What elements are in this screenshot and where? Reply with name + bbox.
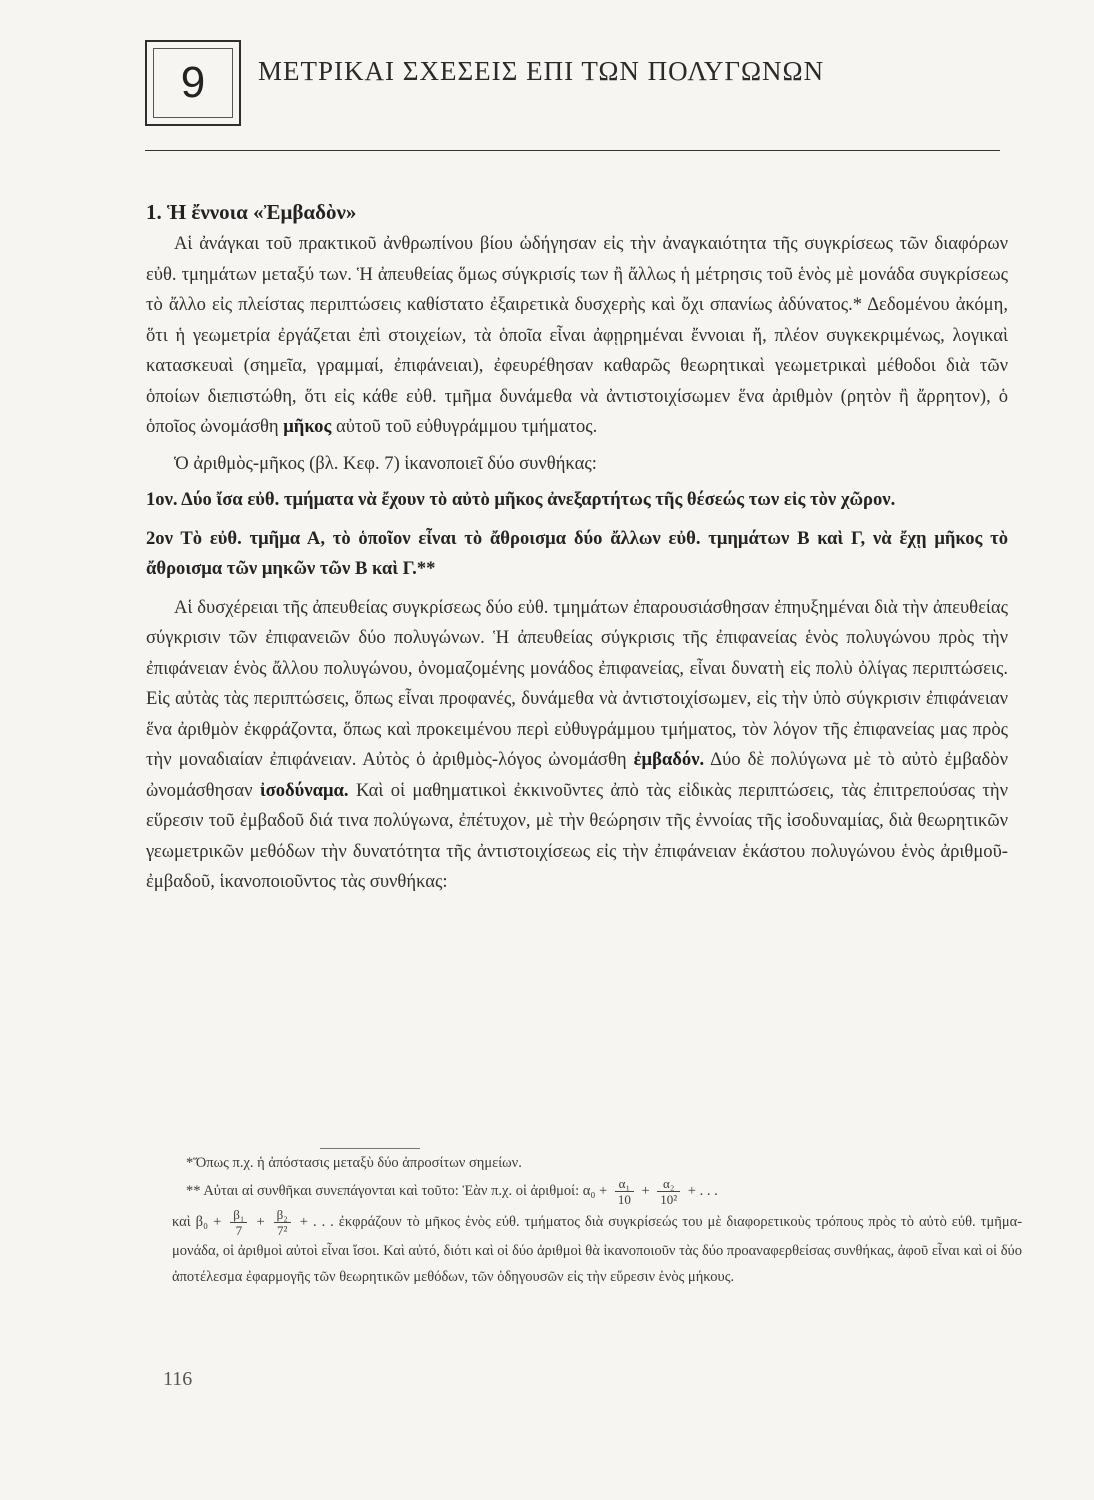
paragraph-1-text: Αἱ ἀνάγκαι τοῦ πρακτικοῦ ἀνθρωπίνου βίου ὡδήγησαν εἰς τὴν ἀναγκαιότητα τῆς συγκρίσεως τῶν διαφόρων εὐθ. τμημάτων μεταξύ των. Ἡ ἀπευθείας ὅμως σύγκρισίς των ἢ ἄλλως ἡ μέτρησις τοῦ ἑνὸς μὲ μονάδα συγκρίσεως τὸ ἄλλο εἰς πλείστας περιπτώσεις καθίστατο ἐξαιρετικὰ δυσχερὴς καὶ ὄχι σπανίως ἀδύνατος.* Δεδομένου ἀκόμη, ὅτι ἡ γεωμετρία ἐργάζεται ἐπὶ στοιχείων, τὰ ὁποῖα εἶναι ἀφῃρημέναι ἔννοιαι ἤ, πλέον συγκεκριμένως, λογικαὶ κατασκευαὶ (σημεῖα, γραμμαί, ἐπιφάνειαι), ἐφευρέθησαν καθαρῶς θεωρητικαὶ γεωμετρικαὶ μέθοδοι διὰ τῶν ὁποίων διεπιστώθη, ὅτι εἰς κάθε εὐθ. τμῆμα δυνάμεθα νὰ ἀντιστοιχίσωμεν ἕνα ἀριθμὸν (ρητὸν ἢ ἄρρητον), ὁ ὁποῖος ὠνομάσθη xyxy=(146,233,1008,437)
footnote-2-text: ** Αὐται αἱ συνθῆκαι συνεπάγονται καὶ τοῦτο: Ἐὰν π.χ. οἱ ἀριθμοί: α₀ + xyxy=(186,1182,608,1199)
paragraph-1-end: αὐτοῦ τοῦ εὐθυγράμμου τμήματος. xyxy=(335,416,598,437)
main-text xyxy=(146,200,1008,904)
chapter-title: ΜΕΤΡΙΚΑΙ ΣΧΕΣΕΙΣ ΕΠΙ ΤΩΝ ΠΟΛΥΓΩΝΩΝ xyxy=(258,56,825,86)
footnote-2 xyxy=(172,1176,1022,1207)
condition-1: 1ον. Δύο ἴσα εὐθ. τμήματα νὰ ἔχουν τὸ αὐτὸ μῆκος ἀνεξαρτήτως τῆς θέσεώς των εἰς τὸν χῶρον. xyxy=(146,489,896,510)
footnotes xyxy=(172,1150,1022,1290)
chapter-number-box xyxy=(145,40,241,126)
plus-sign: + xyxy=(641,1182,650,1199)
fraction-numerator: α₁ xyxy=(615,1176,634,1192)
condition-2: 2ον Τὸ εὐθ. τμῆμα Α, τὸ ὁποῖον εἶναι τὸ ἄθροισμα δύο ἄλλων εὐθ. τμημάτων Β καὶ Γ, νὰ ἔχῃ μῆκος τὸ ἄθροισμα τῶν μηκῶν τῶν Β καὶ Γ.** xyxy=(146,527,1008,579)
fraction-numerator: β₁ xyxy=(230,1207,247,1223)
paragraph-3-end: Καὶ οἱ μαθηματικοὶ ἐκκινοῦντες ἀπὸ τὰς εἰδικὰς περιπτώσεις, τὰς ἐπιτρεπούσας τὴν εὕρεσιν τοῦ ἐμβαδοῦ διά τινα πολύγωνα, ἐπέτυχον, μὲ τὴν θεώρησιν τῆς ἐννοίας τῆς ἰσοδυναμίας, διὰ θεωρητικῶν γεωμετρικῶν μεθόδων τὴν δυνατότητα τῆς ἀντιστοιχίσεως εἰς τὴν ἐπιφάνειαν ἑκάστου πολυγώνου ἑνὸς ἀριθμοῦ-ἐμβαδοῦ, ἱκανοποιοῦντος τὰς συνθήκας: xyxy=(146,779,1008,892)
plus-sign: + xyxy=(256,1213,265,1230)
fraction-denominator: 7 xyxy=(235,1223,243,1238)
footnote-divider xyxy=(320,1148,420,1149)
page-number: 116 xyxy=(163,1368,193,1390)
fraction-denominator: 7² xyxy=(277,1223,288,1238)
footnote-3-text: + . . . ἐκφράζουν τὸ μῆκος ἑνὸς εὐθ. τμήματος διὰ συγκρίσεώς του μὲ διαφορετικοὺς τρόπους πρὸς τὸ αὐτὸ εὐθ. τμῆμα-μονάδα, οἱ ἀριθμοὶ αὐτοὶ εἶναι ἴσοι. Καὶ αὐτό, διότι καὶ οἱ δύο ἀριθμοὶ θὰ ἱκανοποιοῦν τὰς δύο προαναφερθείσας συνθήκας, ἀφοῦ εἶναι καὶ οἱ δύο ἀποτέλεσμα ἐφαρμογῆς τῶν θεωρητικῶν μεθόδων, τῶν ὁδηγουσῶν εἰς τὴν εὕρεσιν ἑνὸς μήκους. xyxy=(172,1213,1023,1285)
paragraph-1 xyxy=(146,229,1008,443)
term-length: μῆκος xyxy=(283,416,332,437)
fraction-denominator: 10² xyxy=(660,1192,678,1207)
fraction-denominator: 10 xyxy=(617,1192,631,1207)
term-area: ἐμβαδόν. xyxy=(633,749,705,770)
paragraph-2: Ὁ ἀριθμὸς-μῆκος (βλ. Κεφ. 7) ἱκανοποιεῖ δύο συνθήκας: xyxy=(174,452,597,474)
paragraph-3-middle: Δύο δὲ πολύγωνα μὲ τὸ αὐτὸ ἐμβαδὸν ὠνομάσθησαν xyxy=(146,749,1008,801)
paragraph-3-text: Αἱ δυσχέρειαι τῆς ἀπευθείας συγκρίσεως δύο εὐθ. τμημάτων ἐπαρουσιάσθησαν ἐπηυξημέναι διὰ τὴν ἀπευθείας σύγκρισιν τῶν ἐπιφανειῶν δύο πολυγώνων. Ἡ ἀπευθείας σύγκρισις τῆς ἐπιφανείας ἑνὸς πολυγώνου πρὸς τὴν ἐπιφάνειαν ἑνὸς ἄλλου πολυγώνου, ὀνομαζομένης μονάδος ἐπιφανείας, εἶναι δυνατὴ εἰς πολὺ ὀλίγας περιπτώσεις. Εἰς αὐτὰς τὰς περιπτώσεις, ὅπως εἶναι προφανές, δυνάμεθα νὰ ἀντιστοιχίσωμεν, εἰς τὴν ὑπὸ σύγκρισιν ἐπιφάνειαν ἕνα ἀριθμὸν ἐκφράζοντα, ὅπως καὶ προκειμένου περὶ εὐθυγράμμου τμήματος, τὸν λόγον τῆς ἐπιφανείας μας πρὸς τὴν μοναδιαίαν ἐπιφάνειαν. Αὐτὸς ὁ ἀριθμὸς-λόγος ὠνομάσθη xyxy=(146,596,1008,770)
fraction-a2 xyxy=(657,1176,680,1207)
term-equivalent: ἰσοδύναμα. xyxy=(259,779,349,801)
fraction-numerator: β₂ xyxy=(274,1207,291,1223)
footnote-2-tail: + . . . xyxy=(687,1182,718,1199)
fraction-b2 xyxy=(274,1207,291,1238)
fraction-a1 xyxy=(615,1176,634,1207)
footnote-2-continuation xyxy=(172,1207,1022,1290)
fraction-numerator: α₂ xyxy=(657,1176,680,1192)
footnote-3-prefix: καὶ β₀ + xyxy=(172,1213,222,1230)
section-title: 1. Ἡ ἔννοια «Ἐμβαδὸν» xyxy=(146,200,357,224)
fraction-b1 xyxy=(230,1207,247,1238)
paragraph-3 xyxy=(146,593,1008,898)
header-divider xyxy=(145,150,1000,151)
footnote-1: *Ὅπως π.χ. ἡ ἀπόστασις μεταξὺ δύο ἀπροσίτων σημείων. xyxy=(186,1155,522,1171)
chapter-number: 9 xyxy=(153,48,233,118)
